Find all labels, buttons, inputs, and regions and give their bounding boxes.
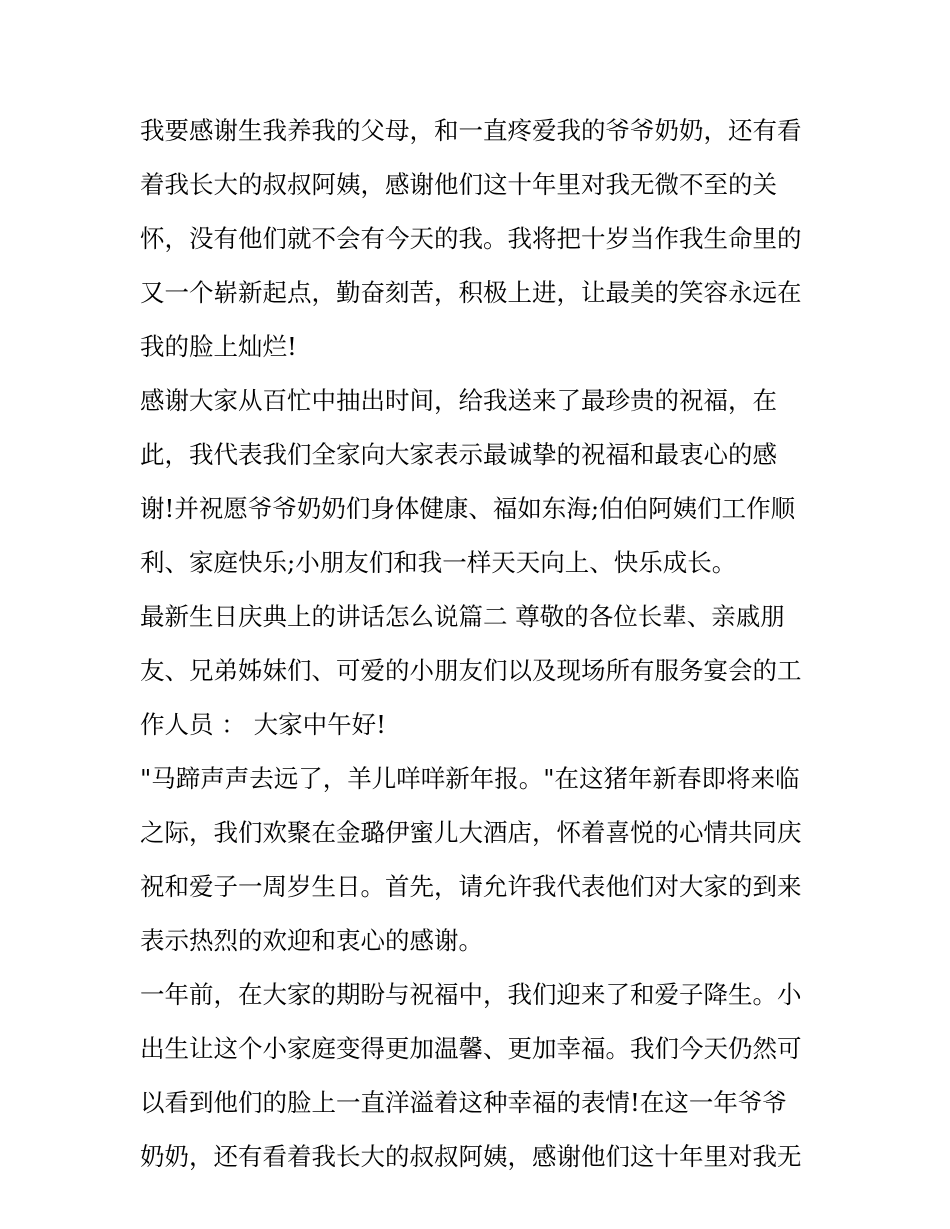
text-line: 奶奶，还有看着我长大的叔叔阿姨，感谢他们这十年里对我无 (140, 1142, 802, 1171)
text-line: 出生让这个小家庭变得更加温馨、更加幸福。我们今天仍然可 (140, 1034, 802, 1063)
paragraph (140, 104, 812, 374)
text-line: 我的脸上灿烂! (140, 332, 297, 361)
text-line: 之际，我们欢聚在金璐伊蜜儿大酒店，怀着喜悦的心情共同庆 (140, 818, 802, 847)
text-line: 怀，没有他们就不会有今天的我。我将把十岁当作我生命里的 (140, 224, 802, 253)
document-body (140, 104, 812, 1184)
text-line: 祝和爱子一周岁生日。首先，请允许我代表他们对大家的到来 (140, 872, 802, 901)
text-line: 我要感谢生我养我的父母，和一直疼爱我的爷爷奶奶，还有看 (140, 116, 802, 145)
text-line: 友、兄弟姊妹们、可爱的小朋友们以及现场所有服务宴会的工 (140, 656, 802, 685)
paragraph (140, 374, 812, 590)
text-line: 感谢大家从百忙中抽出时间，给我送来了最珍贵的祝福，在 (140, 386, 777, 415)
text-line: "马蹄声声去远了，羊儿咩咩新年报。"在这猪年新春即将来临 (140, 764, 800, 793)
paragraph (140, 590, 812, 752)
text-line: 表示热烈的欢迎和衷心的感谢。 (140, 926, 483, 955)
text-line: 利、家庭快乐;小朋友们和我一样天天向上、快乐成长。 (140, 548, 737, 577)
text-line: 以看到他们的脸上一直洋溢着这种幸福的表情!在这一年爷爷 (140, 1088, 787, 1117)
text-line: 又一个崭新起点，勤奋刻苦，积极上进，让最美的笑容永远在 (140, 278, 802, 307)
text-line: 一年前，在大家的期盼与祝福中，我们迎来了和爱子降生。小 (140, 980, 802, 1009)
text-line: 谢!并祝愿爷爷奶奶们身体健康、福如东海;伯伯阿姨们工作顺 (140, 494, 796, 523)
text-line: 作人员 ： 大家中午好! (140, 710, 386, 739)
paragraph (140, 968, 812, 1184)
text-line: 最新生日庆典上的讲话怎么说篇二 尊敬的各位长辈、亲戚朋 (140, 602, 785, 631)
paragraph (140, 752, 812, 968)
text-line: 着我长大的叔叔阿姨，感谢他们这十年里对我无微不至的关 (140, 170, 777, 199)
text-line: 此，我代表我们全家向大家表示最诚挚的祝福和最衷心的感 (140, 440, 777, 469)
